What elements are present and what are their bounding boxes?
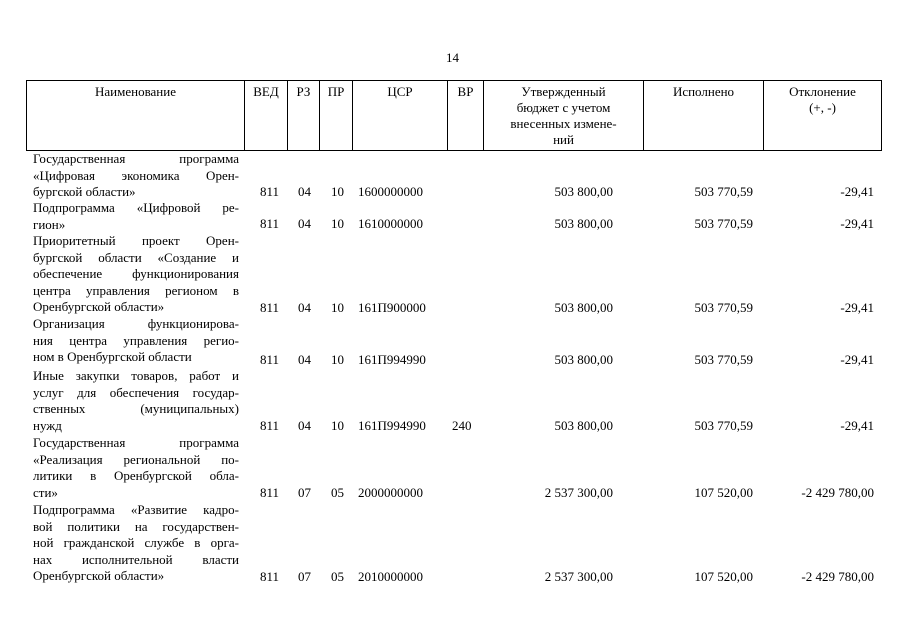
cell-rz: 04 xyxy=(298,184,311,199)
cell-ved: 811 xyxy=(260,184,280,199)
cell-rz: 04 xyxy=(298,352,311,367)
table-row-name xyxy=(33,502,239,585)
header-budget-line-2: бюджет с учетом xyxy=(516,100,611,115)
cell-deviation: -2 429 780,00 xyxy=(801,569,874,584)
cell-deviation: -29,41 xyxy=(840,300,874,315)
cell-executed: 503 770,59 xyxy=(694,300,753,315)
cell-budget: 503 800,00 xyxy=(554,216,613,231)
name-line: «Цифровая экономика Орен- xyxy=(33,167,239,183)
cell-budget: 503 800,00 xyxy=(554,352,613,367)
name-line: услуг для обеспечения государ- xyxy=(33,384,239,400)
name-line: Оренбургской области» xyxy=(33,299,165,315)
cell-executed: 107 520,00 xyxy=(694,569,753,584)
cell-budget: 2 537 300,00 xyxy=(544,485,613,500)
cell-pr: 10 xyxy=(331,418,344,433)
name-line: «Реализация региональной по- xyxy=(33,451,239,467)
name-line: центра управления регионом в xyxy=(33,282,239,298)
header-budget-line-3: внесенных измене- xyxy=(510,116,617,131)
table-row-name xyxy=(33,151,239,201)
cell-pr: 05 xyxy=(331,569,344,584)
name-line: нужд xyxy=(33,417,62,433)
cell-executed: 503 770,59 xyxy=(694,418,753,433)
cell-ved: 811 xyxy=(260,352,280,367)
name-line: Приоритетный проект Орен- xyxy=(33,233,239,248)
cell-deviation: -2 429 780,00 xyxy=(801,485,874,500)
table-row-name xyxy=(33,316,239,366)
name-line: литики в Оренбургской обла- xyxy=(33,468,239,484)
cell-csr: 161П900000 xyxy=(358,300,426,315)
name-line: ственных (муниципальных) xyxy=(33,401,239,417)
name-line: Организация функционирова- xyxy=(33,316,239,331)
cell-deviation: -29,41 xyxy=(840,184,874,199)
cell-pr: 10 xyxy=(331,352,344,367)
cell-budget: 503 800,00 xyxy=(554,418,613,433)
name-line: Оренбургской области» xyxy=(33,568,165,584)
cell-deviation: -29,41 xyxy=(840,216,874,231)
cell-ved: 811 xyxy=(260,418,280,433)
cell-budget: 503 800,00 xyxy=(554,300,613,315)
cell-executed: 503 770,59 xyxy=(694,184,753,199)
name-line: Государственная программа xyxy=(33,151,239,166)
table-row-name xyxy=(33,368,239,434)
name-line: нах исполнительной власти xyxy=(33,551,239,567)
header-executed-label: Исполнено xyxy=(672,84,735,99)
header-deviation-line-2: (+, -) xyxy=(809,100,836,115)
cell-csr: 161П994990 xyxy=(358,352,426,367)
cell-budget: 2 537 300,00 xyxy=(544,569,613,584)
cell-ved: 811 xyxy=(260,485,280,500)
cell-csr: 1610000000 xyxy=(358,216,423,231)
cell-csr: 2010000000 xyxy=(358,569,423,584)
name-line: обеспечение функционирования xyxy=(33,266,239,282)
header-rz-label: РЗ xyxy=(296,84,311,99)
name-line: гион» xyxy=(33,216,66,232)
cell-rz: 04 xyxy=(298,418,311,433)
cell-pr: 10 xyxy=(331,300,344,315)
table-row-name xyxy=(33,435,239,501)
cell-executed: 503 770,59 xyxy=(694,216,753,231)
cell-executed: 503 770,59 xyxy=(694,352,753,367)
cell-csr: 161П994990 xyxy=(358,418,426,433)
name-line: бургской области» xyxy=(33,184,136,200)
cell-csr: 2000000000 xyxy=(358,485,423,500)
header-csr-label: ЦСР xyxy=(387,84,413,99)
name-line: Государственная программа xyxy=(33,435,239,450)
cell-rz: 04 xyxy=(298,300,311,315)
table-row-name xyxy=(33,233,239,316)
name-line: Иные закупки товаров, работ и xyxy=(33,368,239,383)
cell-ved: 811 xyxy=(260,569,280,584)
cell-rz: 04 xyxy=(298,216,311,231)
name-line: бургской области «Создание и xyxy=(33,249,239,265)
header-budget-line-1: Утвержденный xyxy=(521,84,606,99)
name-line: Подпрограмма «Цифровой ре- xyxy=(33,200,239,215)
header-vr-label: ВР xyxy=(457,84,474,99)
header-deviation-line-1: Отклонение xyxy=(789,84,856,99)
cell-executed: 107 520,00 xyxy=(694,485,753,500)
cell-rz: 07 xyxy=(298,485,311,500)
name-line: вой политики на государствен- xyxy=(33,518,239,534)
header-pr-label: ПР xyxy=(327,84,345,99)
name-line: сти» xyxy=(33,484,58,500)
cell-pr: 10 xyxy=(331,184,344,199)
header-ved-label: ВЕД xyxy=(253,84,279,99)
page-number: 14 xyxy=(446,50,459,65)
cell-ved: 811 xyxy=(260,300,280,315)
cell-rz: 07 xyxy=(298,569,311,584)
cell-vr: 240 xyxy=(452,418,472,433)
name-line: ной гражданской службе в орга- xyxy=(33,535,239,551)
cell-pr: 10 xyxy=(331,216,344,231)
name-line: ном в Оренбургской области xyxy=(33,349,192,365)
table-row-name xyxy=(33,200,239,233)
header-name-label: Наименование xyxy=(95,84,176,99)
cell-budget: 503 800,00 xyxy=(554,184,613,199)
name-line: ния центра управления регио- xyxy=(33,332,239,348)
cell-csr: 1600000000 xyxy=(358,184,423,199)
cell-deviation: -29,41 xyxy=(840,352,874,367)
cell-deviation: -29,41 xyxy=(840,418,874,433)
header-budget-line-4: ний xyxy=(553,132,574,147)
name-line: Подпрограмма «Развитие кадро- xyxy=(33,502,239,517)
cell-ved: 811 xyxy=(260,216,280,231)
cell-pr: 05 xyxy=(331,485,344,500)
